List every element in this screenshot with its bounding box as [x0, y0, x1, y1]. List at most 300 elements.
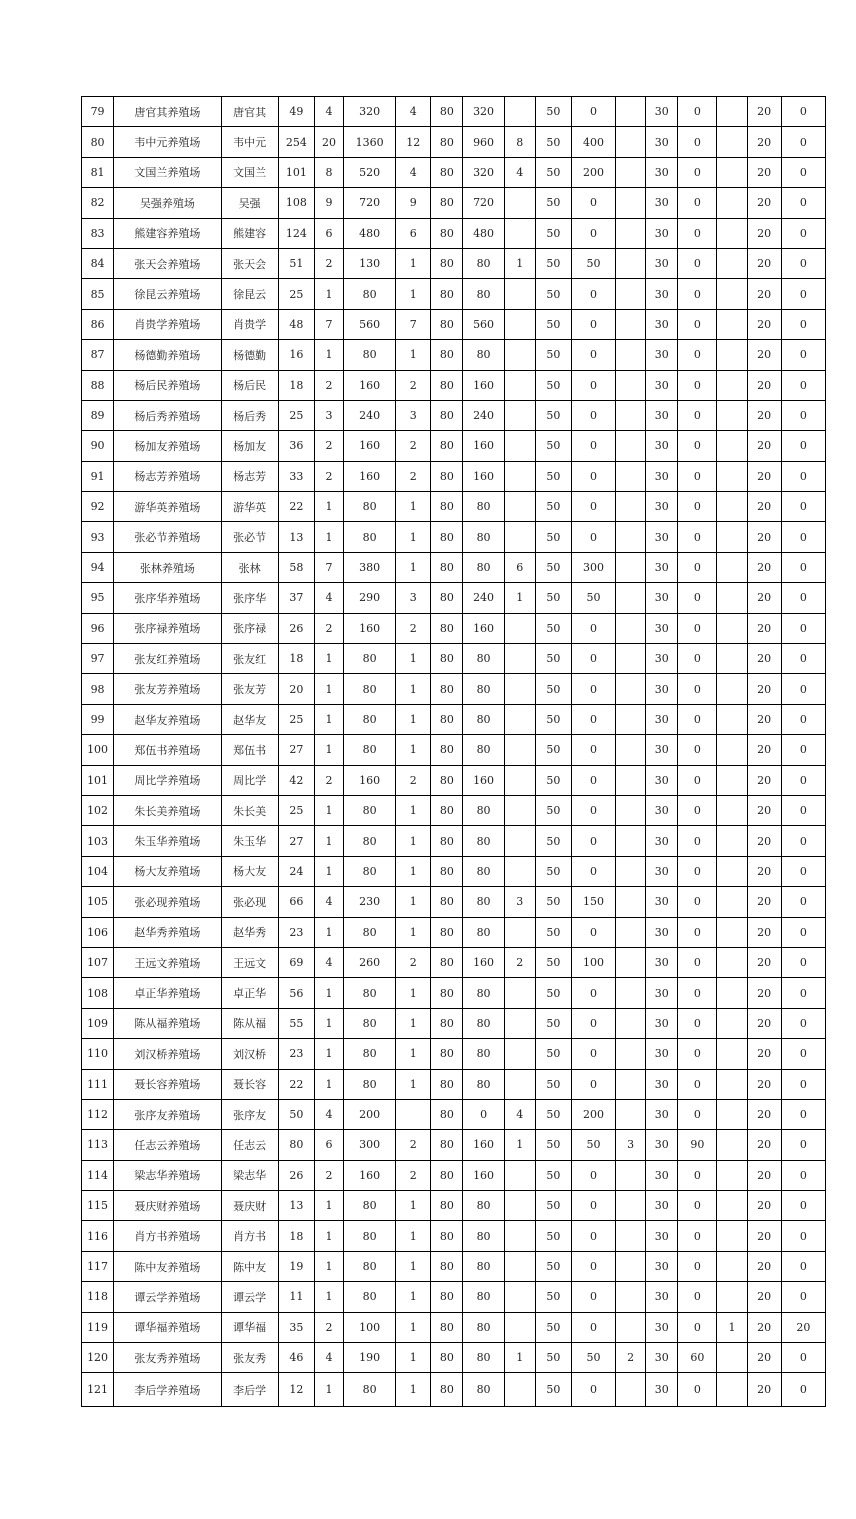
table-cell: 50: [535, 157, 571, 187]
table-cell: 20: [747, 856, 781, 886]
table-cell: 160: [344, 461, 396, 491]
table-cell: 50: [535, 856, 571, 886]
table-cell: 110: [82, 1039, 114, 1069]
table-cell: [504, 917, 535, 947]
table-cell: 30: [646, 279, 678, 309]
table-cell: 陈从福养殖场: [114, 1008, 221, 1038]
table-cell: 51: [278, 248, 314, 278]
table-cell: 周比学养殖场: [114, 765, 221, 795]
table-cell: 80: [463, 887, 504, 917]
table-cell: 0: [781, 583, 825, 613]
table-cell: [616, 218, 646, 248]
table-cell: 陈中友: [221, 1251, 278, 1281]
table-cell: 30: [646, 947, 678, 977]
table-cell: 0: [781, 370, 825, 400]
table-cell: 22: [278, 1069, 314, 1099]
table-cell: 30: [646, 492, 678, 522]
table-cell: [616, 1312, 646, 1342]
table-cell: 0: [678, 461, 717, 491]
table-cell: 50: [571, 248, 615, 278]
table-cell: 4: [396, 97, 431, 127]
table-cell: 20: [747, 1282, 781, 1312]
table-cell: 0: [571, 370, 615, 400]
table-cell: 1: [314, 735, 343, 765]
table-cell: [616, 1160, 646, 1190]
table-cell: 113: [82, 1130, 114, 1160]
table-cell: 0: [781, 1343, 825, 1373]
table-cell: 50: [535, 1191, 571, 1221]
table-cell: 0: [678, 856, 717, 886]
table-cell: 160: [344, 613, 396, 643]
table-cell: 肖方书: [221, 1221, 278, 1251]
table-cell: 熊建容: [221, 218, 278, 248]
table-cell: 0: [678, 1282, 717, 1312]
table-cell: 1: [396, 1039, 431, 1069]
table-cell: [504, 1039, 535, 1069]
table-cell: 80: [463, 492, 504, 522]
table-cell: 0: [571, 1373, 615, 1407]
table-cell: 50: [535, 1039, 571, 1069]
table-cell: [717, 1099, 747, 1129]
table-cell: 1: [396, 1343, 431, 1373]
table-cell: [616, 856, 646, 886]
table-cell: 0: [571, 1039, 615, 1069]
table-cell: [616, 552, 646, 582]
table-cell: 89: [82, 400, 114, 430]
table-cell: 1: [314, 826, 343, 856]
table-cell: 20: [747, 188, 781, 218]
table-cell: [504, 1069, 535, 1099]
table-cell: 朱玉华: [221, 826, 278, 856]
table-cell: 1: [314, 1069, 343, 1099]
table-cell: 聂庆财: [221, 1191, 278, 1221]
table-cell: 0: [571, 400, 615, 430]
table-cell: 20: [747, 978, 781, 1008]
table-cell: 20: [747, 279, 781, 309]
table-cell: [504, 340, 535, 370]
table-cell: 9: [314, 188, 343, 218]
table-cell: 0: [678, 279, 717, 309]
table-cell: 25: [278, 795, 314, 825]
table-cell: 160: [463, 461, 504, 491]
table-cell: 27: [278, 735, 314, 765]
table-cell: 30: [646, 1160, 678, 1190]
table-body: [82, 97, 826, 1407]
table-cell: 95: [82, 583, 114, 613]
table-cell: 1: [314, 1191, 343, 1221]
table-cell: [504, 674, 535, 704]
table-cell: [717, 978, 747, 1008]
table-cell: [616, 978, 646, 1008]
table-cell: 50: [535, 1160, 571, 1190]
table-cell: 20: [747, 1343, 781, 1373]
table-cell: 80: [463, 1069, 504, 1099]
table-cell: 80: [463, 552, 504, 582]
table-cell: 0: [571, 522, 615, 552]
table-cell: [717, 1251, 747, 1281]
table-cell: 谭云学养殖场: [114, 1282, 221, 1312]
table-cell: 2: [396, 431, 431, 461]
table-cell: 80: [344, 279, 396, 309]
table-cell: 杨德勤: [221, 340, 278, 370]
table-cell: 0: [678, 795, 717, 825]
table-cell: 80: [431, 1312, 463, 1342]
table-cell: 37: [278, 583, 314, 613]
table-cell: 101: [82, 765, 114, 795]
table-cell: 4: [504, 157, 535, 187]
table-cell: [717, 279, 747, 309]
table-cell: 0: [781, 644, 825, 674]
table-cell: 0: [781, 157, 825, 187]
table-cell: 102: [82, 795, 114, 825]
table-row: [82, 978, 826, 1008]
table-row: [82, 1373, 826, 1407]
table-cell: 80: [463, 978, 504, 1008]
table-row: [82, 279, 826, 309]
table-row: [82, 461, 826, 491]
table-cell: 0: [781, 1221, 825, 1251]
table-cell: 30: [646, 583, 678, 613]
table-cell: 80: [431, 1221, 463, 1251]
table-cell: 107: [82, 947, 114, 977]
table-cell: 8: [314, 157, 343, 187]
table-cell: 117: [82, 1251, 114, 1281]
table-cell: [717, 1373, 747, 1407]
table-cell: [616, 188, 646, 218]
table-cell: [616, 248, 646, 278]
table-cell: 1: [396, 644, 431, 674]
table-cell: 刘汉桥养殖场: [114, 1039, 221, 1069]
table-cell: [717, 309, 747, 339]
table-cell: 1: [396, 1069, 431, 1099]
table-cell: [616, 613, 646, 643]
table-cell: 0: [571, 1191, 615, 1221]
table-cell: [616, 1039, 646, 1069]
table-cell: 109: [82, 1008, 114, 1038]
table-cell: 0: [781, 613, 825, 643]
table-cell: 3: [616, 1130, 646, 1160]
table-cell: [616, 400, 646, 430]
table-cell: 160: [463, 1130, 504, 1160]
table-cell: [717, 97, 747, 127]
table-cell: 80: [431, 218, 463, 248]
table-cell: 50: [535, 1221, 571, 1251]
table-cell: 0: [781, 1251, 825, 1281]
table-cell: 1: [314, 917, 343, 947]
table-cell: [717, 644, 747, 674]
table-cell: 80: [463, 340, 504, 370]
table-cell: [504, 1282, 535, 1312]
table-cell: [504, 1251, 535, 1281]
table-cell: 200: [571, 1099, 615, 1129]
table-cell: 刘汉桥: [221, 1039, 278, 1069]
table-cell: 1: [314, 1221, 343, 1251]
table-cell: [717, 1069, 747, 1099]
table-cell: 260: [344, 947, 396, 977]
table-cell: 20: [747, 1373, 781, 1407]
table-cell: 20: [747, 522, 781, 552]
table-cell: 1: [504, 248, 535, 278]
table-cell: [504, 431, 535, 461]
table-cell: 0: [678, 1008, 717, 1038]
table-cell: 20: [747, 552, 781, 582]
table-cell: 0: [571, 218, 615, 248]
table-cell: [504, 97, 535, 127]
table-cell: 2: [396, 765, 431, 795]
table-cell: 20: [747, 400, 781, 430]
table-cell: 20: [747, 309, 781, 339]
table-cell: 80: [431, 1373, 463, 1407]
table-cell: 80: [431, 492, 463, 522]
table-row: [82, 248, 826, 278]
table-cell: 1: [396, 340, 431, 370]
table-cell: [504, 1008, 535, 1038]
table-cell: 80: [431, 1099, 463, 1129]
table-cell: 2: [396, 947, 431, 977]
table-cell: 朱玉华养殖场: [114, 826, 221, 856]
table-cell: 30: [646, 1221, 678, 1251]
table-cell: 1: [396, 978, 431, 1008]
table-cell: 115: [82, 1191, 114, 1221]
table-cell: 400: [571, 127, 615, 157]
table-cell: 0: [781, 461, 825, 491]
table-cell: 80: [431, 856, 463, 886]
table-cell: 80: [463, 644, 504, 674]
table-cell: 50: [535, 765, 571, 795]
table-cell: 80: [431, 947, 463, 977]
table-cell: [717, 583, 747, 613]
table-cell: 1: [396, 1008, 431, 1038]
table-cell: 0: [678, 583, 717, 613]
table-cell: 20: [747, 431, 781, 461]
table-cell: 朱长美: [221, 795, 278, 825]
table-cell: 290: [344, 583, 396, 613]
table-cell: 韦中元养殖场: [114, 127, 221, 157]
table-cell: 吴强: [221, 188, 278, 218]
table-row: [82, 1312, 826, 1342]
table-cell: [616, 644, 646, 674]
table-cell: 0: [781, 400, 825, 430]
table-cell: 0: [678, 674, 717, 704]
table-cell: [616, 826, 646, 856]
table-cell: [616, 492, 646, 522]
table-cell: 80: [431, 400, 463, 430]
table-cell: [504, 279, 535, 309]
table-cell: 130: [344, 248, 396, 278]
table-cell: [717, 1343, 747, 1373]
table-cell: [504, 492, 535, 522]
table-cell: 160: [463, 765, 504, 795]
table-cell: 0: [678, 1312, 717, 1342]
table-cell: 720: [344, 188, 396, 218]
table-cell: 张必节: [221, 522, 278, 552]
table-cell: 30: [646, 674, 678, 704]
table-cell: 0: [678, 218, 717, 248]
table-cell: 520: [344, 157, 396, 187]
table-row: [82, 1221, 826, 1251]
table-cell: 80: [344, 704, 396, 734]
table-cell: 80: [431, 1069, 463, 1099]
table-cell: 1: [396, 1221, 431, 1251]
table-cell: 80: [431, 1039, 463, 1069]
table-cell: 108: [82, 978, 114, 1008]
table-cell: 0: [571, 1282, 615, 1312]
table-cell: 380: [344, 552, 396, 582]
table-cell: 0: [678, 978, 717, 1008]
table-cell: 0: [571, 1008, 615, 1038]
table-cell: 30: [646, 795, 678, 825]
table-cell: 80: [431, 644, 463, 674]
table-cell: 50: [535, 1251, 571, 1281]
table-cell: 4: [504, 1099, 535, 1129]
table-cell: 80: [463, 1008, 504, 1038]
table-cell: 2: [314, 613, 343, 643]
table-cell: 50: [535, 613, 571, 643]
table-cell: 50: [571, 583, 615, 613]
table-cell: 80: [431, 188, 463, 218]
table-cell: 4: [314, 583, 343, 613]
table-cell: 100: [571, 947, 615, 977]
table-cell: 50: [278, 1099, 314, 1129]
table-cell: 0: [781, 188, 825, 218]
table-cell: 106: [82, 917, 114, 947]
table-cell: 50: [535, 97, 571, 127]
table-cell: 0: [571, 97, 615, 127]
table-cell: [717, 218, 747, 248]
table-cell: 480: [463, 218, 504, 248]
table-cell: 0: [781, 431, 825, 461]
table-row: [82, 765, 826, 795]
table-cell: 30: [646, 917, 678, 947]
table-cell: 卓正华: [221, 978, 278, 1008]
table-row: [82, 218, 826, 248]
table-cell: [616, 1069, 646, 1099]
table-cell: 30: [646, 218, 678, 248]
table-cell: 30: [646, 400, 678, 430]
table-cell: 0: [781, 340, 825, 370]
table-cell: 56: [278, 978, 314, 1008]
table-row: [82, 157, 826, 187]
table-cell: 0: [571, 279, 615, 309]
table-cell: [504, 1221, 535, 1251]
table-cell: [717, 340, 747, 370]
table-cell: [717, 157, 747, 187]
table-cell: 36: [278, 431, 314, 461]
table-cell: 120: [82, 1343, 114, 1373]
table-cell: 0: [781, 218, 825, 248]
table-cell: 7: [396, 309, 431, 339]
table-cell: 20: [747, 157, 781, 187]
table-cell: 16: [278, 340, 314, 370]
table-cell: 80: [463, 795, 504, 825]
table-cell: 80: [431, 613, 463, 643]
table-cell: 肖方书养殖场: [114, 1221, 221, 1251]
table-cell: 任志云养殖场: [114, 1130, 221, 1160]
table-cell: 张序禄: [221, 613, 278, 643]
table-cell: 22: [278, 492, 314, 522]
table-cell: 20: [747, 1221, 781, 1251]
table-cell: 1: [314, 1008, 343, 1038]
table-cell: 111: [82, 1069, 114, 1099]
table-cell: 30: [646, 1191, 678, 1221]
table-cell: 18: [278, 644, 314, 674]
table-cell: 20: [747, 340, 781, 370]
table-cell: 97: [82, 644, 114, 674]
table-cell: 25: [278, 704, 314, 734]
table-cell: [717, 1160, 747, 1190]
table-cell: 0: [781, 1039, 825, 1069]
table-cell: 50: [535, 552, 571, 582]
table-cell: 2: [314, 765, 343, 795]
table-cell: 1: [396, 1312, 431, 1342]
table-cell: 1: [396, 1191, 431, 1221]
table-row: [82, 552, 826, 582]
table-cell: 1: [396, 1282, 431, 1312]
table-cell: 0: [571, 674, 615, 704]
table-cell: 90: [82, 431, 114, 461]
table-cell: 1: [504, 583, 535, 613]
table-cell: 0: [571, 1069, 615, 1099]
table-cell: 80: [344, 1221, 396, 1251]
table-cell: 1: [396, 856, 431, 886]
table-cell: [717, 887, 747, 917]
table-cell: 李后学养殖场: [114, 1373, 221, 1407]
table-cell: 9: [396, 188, 431, 218]
table-cell: 2: [396, 613, 431, 643]
table-cell: 0: [571, 735, 615, 765]
table-cell: 33: [278, 461, 314, 491]
table-cell: 2: [616, 1343, 646, 1373]
table-cell: 80: [463, 1343, 504, 1373]
table-cell: 0: [571, 1160, 615, 1190]
table-cell: 80: [431, 431, 463, 461]
table-row: [82, 826, 826, 856]
table-cell: 1: [504, 1130, 535, 1160]
table-row: [82, 1251, 826, 1281]
table-cell: 20: [747, 127, 781, 157]
table-cell: 1: [314, 795, 343, 825]
table-cell: 0: [678, 400, 717, 430]
table-cell: 80: [463, 674, 504, 704]
table-cell: 0: [781, 917, 825, 947]
table-cell: 190: [344, 1343, 396, 1373]
table-cell: 张天会: [221, 248, 278, 278]
table-row: [82, 1039, 826, 1069]
table-cell: 3: [504, 887, 535, 917]
table-cell: 86: [82, 309, 114, 339]
table-cell: 0: [571, 188, 615, 218]
table-cell: 320: [463, 157, 504, 187]
table-cell: 48: [278, 309, 314, 339]
table-cell: 30: [646, 157, 678, 187]
table-cell: 1: [314, 492, 343, 522]
table-cell: 2: [504, 947, 535, 977]
table-cell: 1: [314, 674, 343, 704]
table-cell: 30: [646, 644, 678, 674]
table-cell: 300: [571, 552, 615, 582]
table-cell: 80: [344, 674, 396, 704]
table-cell: 0: [571, 795, 615, 825]
table-cell: 0: [571, 856, 615, 886]
table-cell: 80: [431, 127, 463, 157]
table-cell: [616, 309, 646, 339]
table-cell: 0: [463, 1099, 504, 1129]
table-cell: 20: [747, 704, 781, 734]
table-cell: 1: [396, 887, 431, 917]
table-cell: 30: [646, 1069, 678, 1099]
table-cell: 160: [344, 765, 396, 795]
table-cell: 20: [747, 1251, 781, 1281]
